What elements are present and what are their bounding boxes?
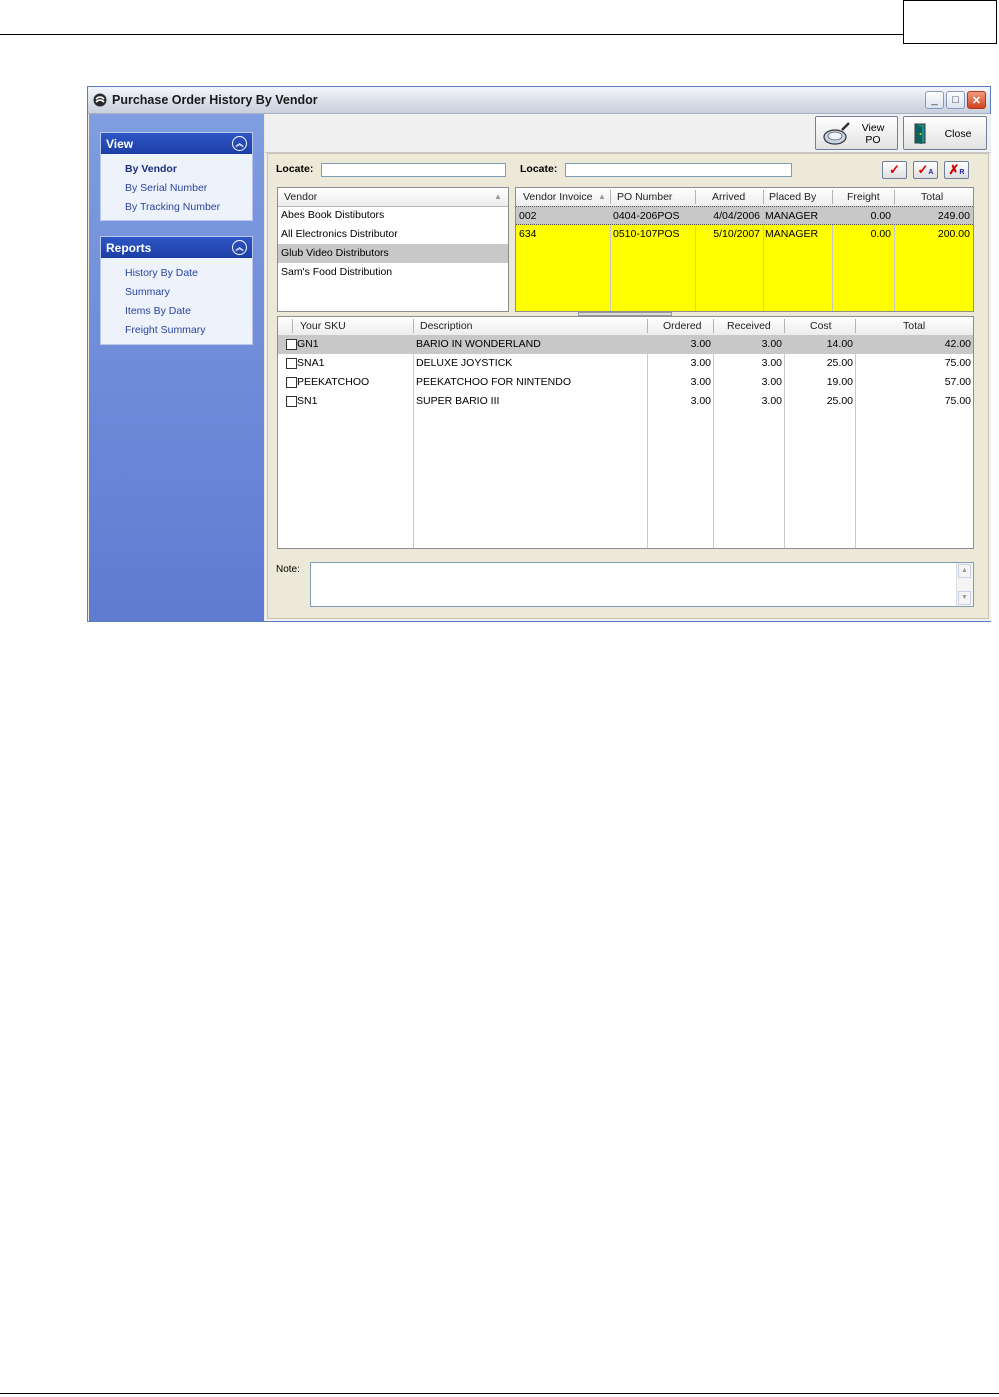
table-row-selected[interactable] xyxy=(516,206,973,225)
cell-arrived: 5/10/2007 xyxy=(713,228,760,240)
vendor-list-header[interactable] xyxy=(278,188,508,207)
cell-sku: PEEKATCHOO xyxy=(297,376,370,388)
col-total[interactable]: Total xyxy=(921,191,944,203)
cell-received: 3.00 xyxy=(761,376,782,388)
sidebar-item-history-by-date[interactable]: History By Date xyxy=(125,267,198,279)
view-po-button[interactable] xyxy=(815,116,898,150)
page-footer-rule xyxy=(0,1393,999,1394)
note-label: Note: xyxy=(276,564,300,575)
window-title: Purchase Order History By Vendor xyxy=(112,93,318,107)
collapse-icon[interactable]: ︽ xyxy=(232,136,247,151)
reports-panel-title: Reports xyxy=(106,241,152,255)
uncheck-button[interactable]: ✗R xyxy=(944,161,969,179)
sidebar-item-summary[interactable]: Summary xyxy=(125,286,170,298)
cell-ordered: 3.00 xyxy=(690,338,711,350)
cell-cost: 25.00 xyxy=(826,395,853,407)
cell-total: 200.00 xyxy=(937,228,970,240)
locate-po-input[interactable] xyxy=(565,163,792,177)
cell-cost: 25.00 xyxy=(826,357,853,369)
sort-asc-icon: ▲ xyxy=(598,192,606,201)
note-field[interactable] xyxy=(310,562,974,607)
col-description[interactable]: Description xyxy=(420,320,473,332)
col-po-number[interactable]: PO Number xyxy=(617,191,673,203)
cell-description: DELUXE JOYSTICK xyxy=(416,357,513,369)
cell-sku: GN1 xyxy=(297,338,319,350)
vendor-column-header[interactable]: Vendor xyxy=(284,191,318,203)
sidebar-item-by-vendor[interactable]: By Vendor xyxy=(125,163,177,175)
cell-description: BARIO IN WONDERLAND xyxy=(416,338,541,350)
minimize-icon: _ xyxy=(931,94,938,106)
col-total[interactable]: Total xyxy=(903,320,926,332)
cell-description: SUPER BARIO III xyxy=(416,395,500,407)
cell-total: 42.00 xyxy=(944,338,971,350)
list-item[interactable] xyxy=(278,206,508,225)
reports-panel-header[interactable] xyxy=(101,237,252,258)
view-po-label-1: View xyxy=(861,122,885,134)
col-placed-by[interactable]: Placed By xyxy=(769,191,817,203)
reports-panel xyxy=(100,236,253,345)
sidebar xyxy=(89,114,264,621)
cell-received: 3.00 xyxy=(761,357,782,369)
locate-vendor-input[interactable] xyxy=(321,163,506,177)
col-ordered[interactable]: Ordered xyxy=(663,320,702,332)
col-arrived[interactable]: Arrived xyxy=(712,191,746,203)
cell-total: 75.00 xyxy=(944,357,971,369)
cell-total: 57.00 xyxy=(944,376,971,388)
cell-ordered: 3.00 xyxy=(690,357,711,369)
locate-label-vendor: Locate: xyxy=(276,163,314,175)
cell-po-number: 0404-206POS xyxy=(613,210,680,222)
close-icon: ✕ xyxy=(971,94,982,107)
check-all-icon: ✓ xyxy=(917,162,929,177)
vendor-name: All Electronics Distributor xyxy=(281,228,398,240)
cell-freight: 0.00 xyxy=(870,228,891,240)
po-table[interactable] xyxy=(515,187,974,312)
col-your-sku[interactable]: Your SKU xyxy=(300,320,346,332)
list-item[interactable] xyxy=(278,225,508,244)
list-item-selected[interactable] xyxy=(278,244,508,263)
app-icon xyxy=(93,93,107,107)
page-number-box xyxy=(903,0,997,44)
sidebar-item-by-serial-number[interactable]: By Serial Number xyxy=(125,182,208,194)
cell-description: PEEKATCHOO FOR NINTENDO xyxy=(416,376,571,388)
main-area xyxy=(265,114,991,621)
sidebar-item-by-tracking-number[interactable]: By Tracking Number xyxy=(125,201,221,213)
vendor-list[interactable] xyxy=(277,187,509,312)
collapse-icon[interactable]: ︽ xyxy=(232,240,247,255)
minimize-button[interactable] xyxy=(925,91,944,109)
cell-arrived: 4/04/2006 xyxy=(713,210,760,222)
app-window xyxy=(87,86,991,622)
table-row[interactable] xyxy=(516,225,973,244)
items-table-header[interactable] xyxy=(278,317,973,336)
col-cost[interactable]: Cost xyxy=(810,320,832,332)
vendor-name: Glub Video Distributors xyxy=(281,247,389,259)
row-checkbox[interactable] xyxy=(286,339,297,350)
uncheck-icon: ✗ xyxy=(948,162,960,177)
table-row-selected[interactable] xyxy=(278,335,973,354)
checkmark-icon: ✓ xyxy=(889,162,900,177)
cell-received: 3.00 xyxy=(761,395,782,407)
table-row[interactable] xyxy=(278,354,973,373)
table-row[interactable] xyxy=(278,392,973,411)
cell-cost: 19.00 xyxy=(826,376,853,388)
cell-total: 75.00 xyxy=(944,395,971,407)
magnifier-icon xyxy=(822,121,852,147)
locate-label-po: Locate: xyxy=(520,163,558,175)
cell-ordered: 3.00 xyxy=(690,395,711,407)
view-panel xyxy=(100,132,253,221)
col-received[interactable]: Received xyxy=(727,320,771,332)
vendor-name: Abes Book Distibutors xyxy=(281,209,385,221)
cell-freight: 0.00 xyxy=(870,210,891,222)
scroll-up-icon[interactable]: ▲ xyxy=(958,564,971,578)
sidebar-item-items-by-date[interactable]: Items By Date xyxy=(125,305,191,317)
cell-sku: SNA1 xyxy=(297,357,325,369)
list-item[interactable] xyxy=(278,263,508,282)
close-label: Close xyxy=(944,128,972,140)
row-checkbox[interactable] xyxy=(286,377,297,388)
sidebar-item-freight-summary[interactable]: Freight Summary xyxy=(125,324,206,336)
items-table[interactable] xyxy=(277,316,974,549)
cell-total: 249.00 xyxy=(937,210,970,222)
scroll-down-icon[interactable]: ▼ xyxy=(958,591,971,605)
view-panel-header[interactable] xyxy=(101,133,252,154)
check-button[interactable] xyxy=(882,161,907,179)
cell-placed-by: MANAGER xyxy=(765,228,819,240)
window-close-button[interactable] xyxy=(967,91,986,109)
close-button[interactable] xyxy=(903,116,987,150)
cell-po-number: 0510-107POS xyxy=(613,228,680,240)
po-table-header[interactable] xyxy=(516,188,973,207)
title-bar[interactable] xyxy=(88,87,990,114)
check-all-button[interactable]: ✓A xyxy=(913,161,938,179)
cell-ordered: 3.00 xyxy=(690,376,711,388)
vendor-name: Sam's Food Distribution xyxy=(281,266,393,278)
row-checkbox[interactable] xyxy=(286,396,297,407)
cell-received: 3.00 xyxy=(761,338,782,350)
cell-sku: SN1 xyxy=(297,395,318,407)
table-row[interactable] xyxy=(278,373,973,392)
view-po-label-2: PO xyxy=(865,134,881,146)
cell-vendor-invoice: 634 xyxy=(519,228,537,240)
page-header-rule xyxy=(0,34,903,35)
cell-cost: 14.00 xyxy=(826,338,853,350)
cell-vendor-invoice: 002 xyxy=(519,210,537,222)
maximize-button[interactable] xyxy=(946,91,965,109)
row-checkbox[interactable] xyxy=(286,358,297,369)
cell-placed-by: MANAGER xyxy=(765,210,819,222)
col-vendor-invoice[interactable]: Vendor Invoice xyxy=(523,191,593,203)
door-exit-icon xyxy=(913,123,929,145)
sort-asc-icon: ▲ xyxy=(494,192,502,201)
note-scrollbar[interactable] xyxy=(956,563,973,606)
maximize-icon: □ xyxy=(952,94,959,106)
content-panel xyxy=(267,153,989,619)
col-freight[interactable]: Freight xyxy=(847,191,880,203)
view-panel-title: View xyxy=(106,137,134,151)
